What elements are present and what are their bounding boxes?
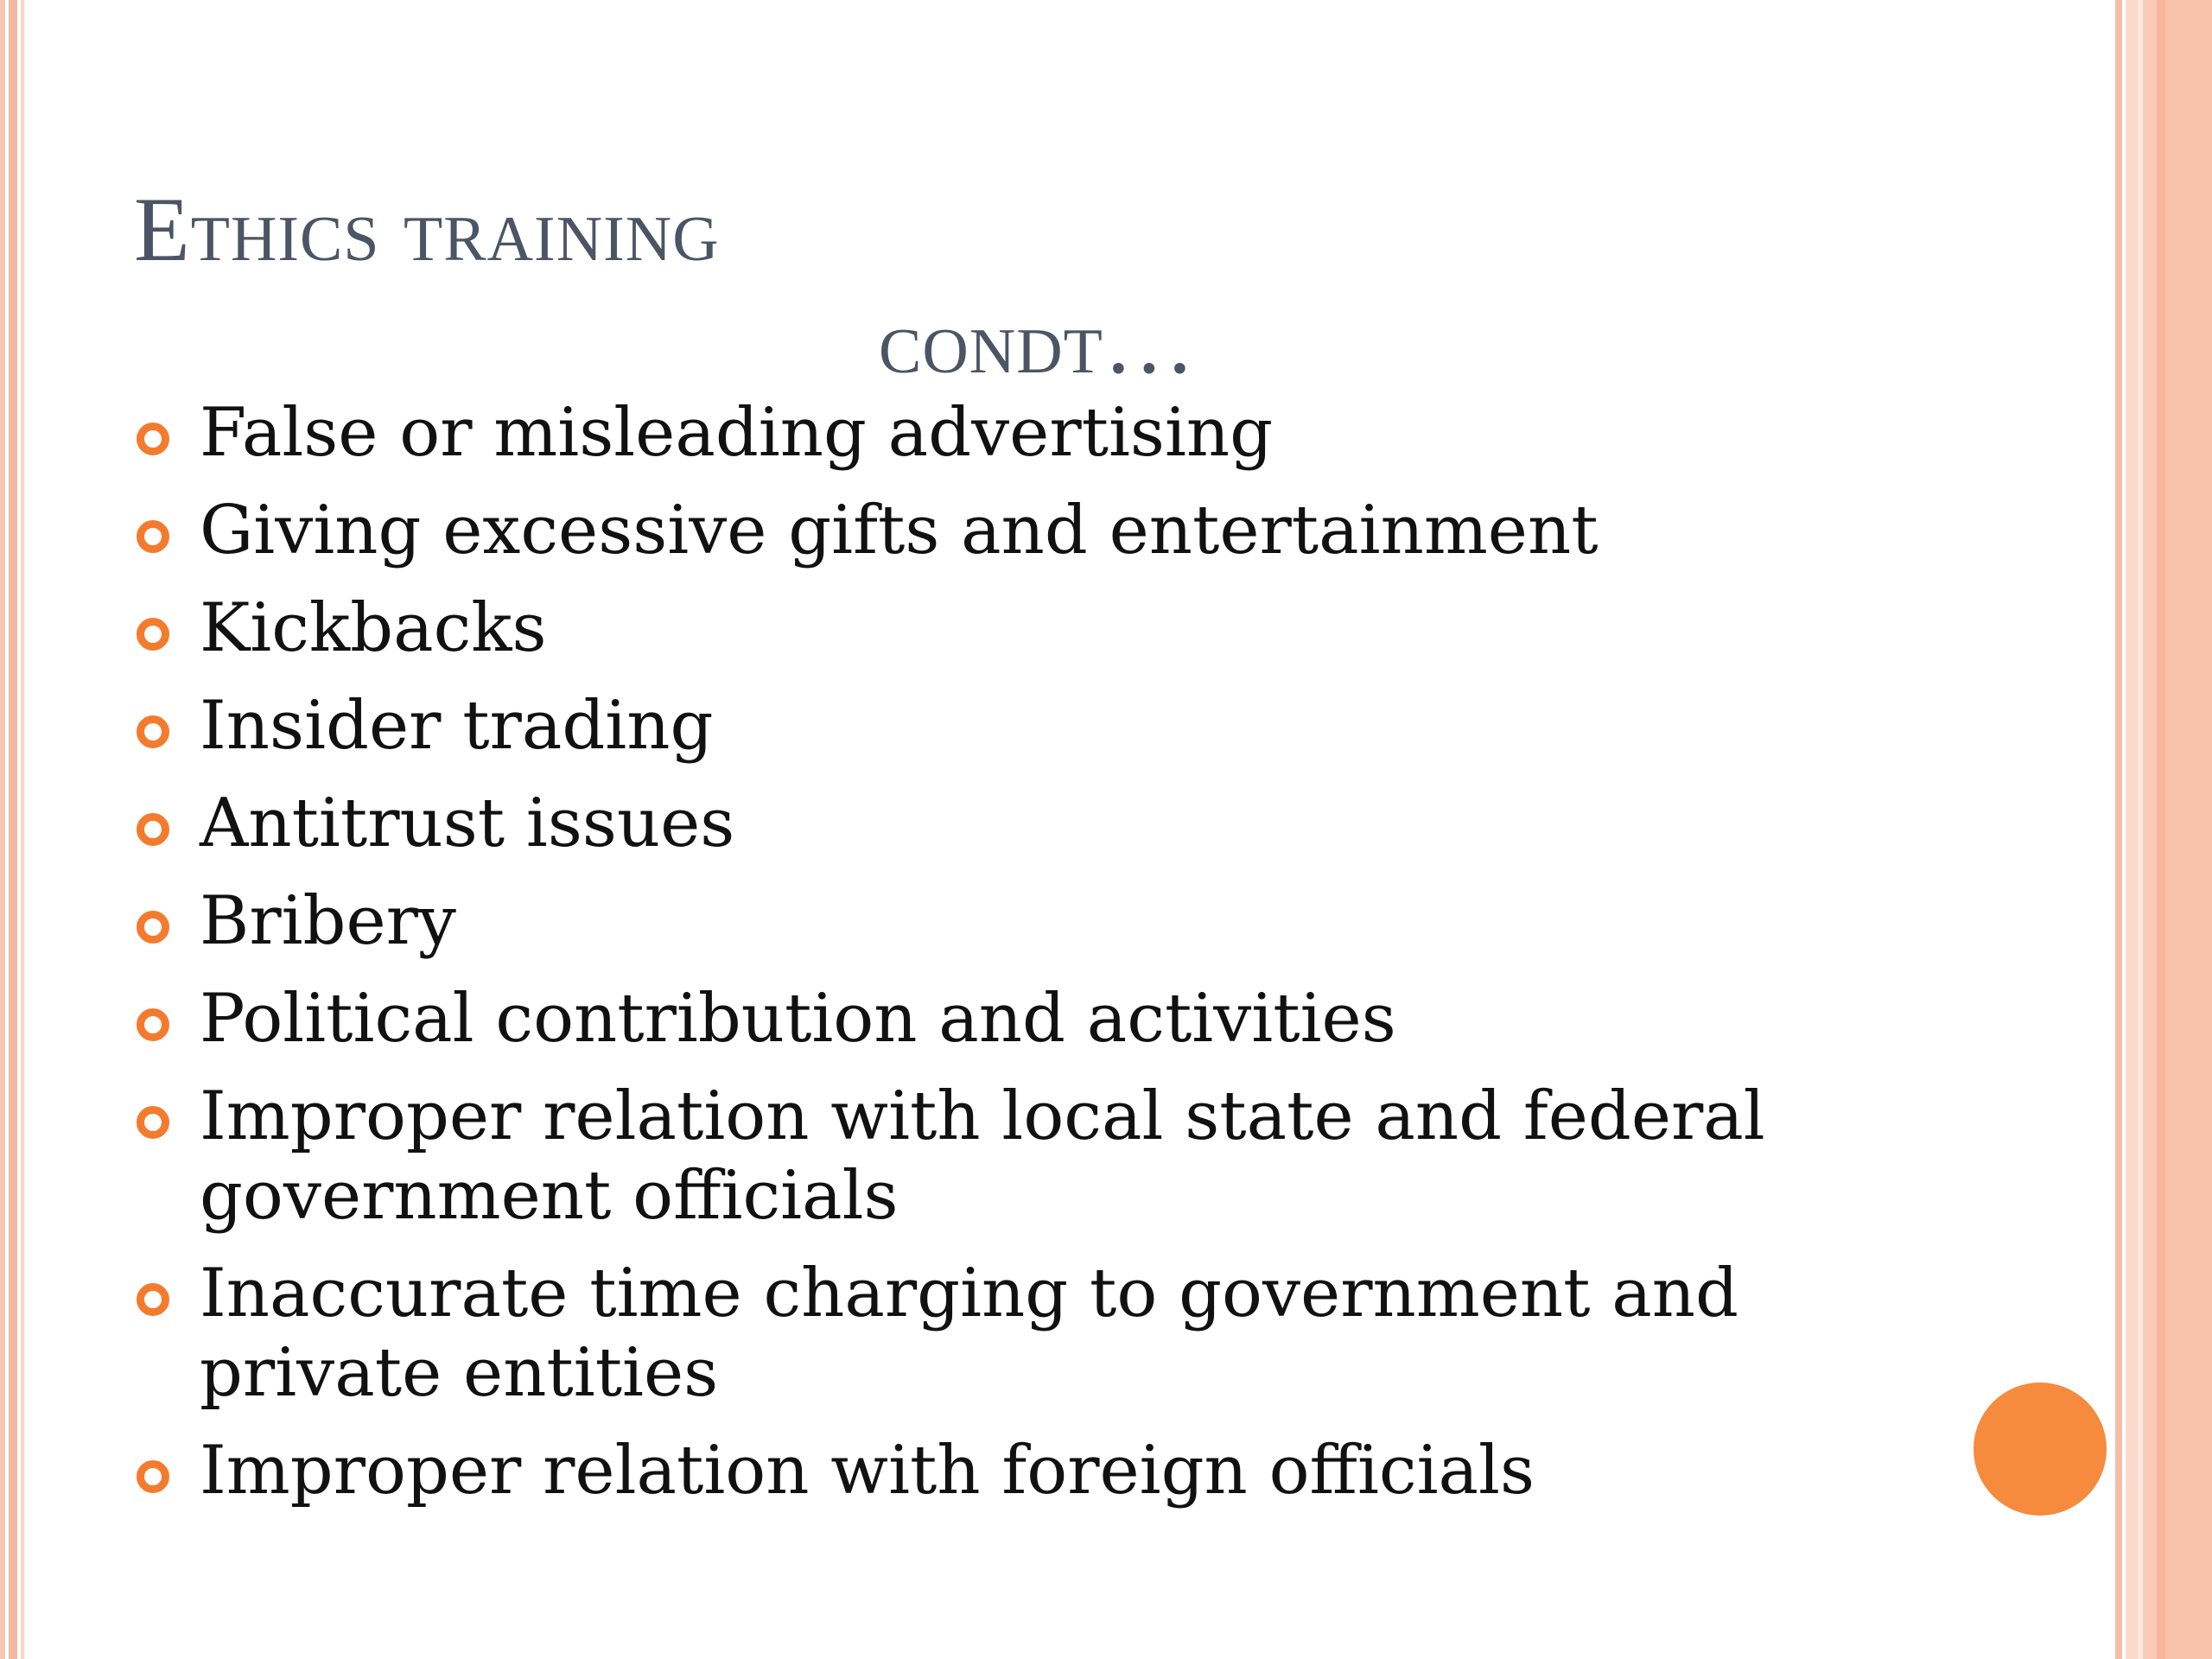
bullet-item — [134, 1431, 1992, 1510]
bullet-text: Bribery — [200, 882, 456, 960]
orange-circle-decoration — [1974, 1382, 2107, 1516]
right-border-stripe — [2165, 0, 2212, 1659]
right-border-stripe — [2115, 0, 2122, 1659]
bullet-item — [134, 686, 1992, 766]
slide-title — [134, 174, 1776, 398]
left-border-stripe — [9, 0, 17, 1659]
right-border-stripe — [2126, 0, 2138, 1659]
hollow-circle-bullet-icon — [137, 813, 169, 846]
hollow-circle-bullet-icon — [137, 715, 169, 748]
bullet-text: Improper relation with foreign officials — [200, 1432, 1535, 1510]
right-border-stripe — [2157, 0, 2165, 1659]
hollow-circle-bullet-icon — [137, 618, 169, 651]
bullet-item — [134, 784, 1992, 863]
right-border-stripe — [2143, 0, 2157, 1659]
hollow-circle-bullet-icon — [137, 520, 169, 553]
hollow-circle-bullet-icon — [137, 423, 169, 455]
slide-title-line-2: condt… — [879, 291, 1196, 393]
bullet-item — [134, 393, 1992, 473]
bullet-text: Insider trading — [200, 687, 714, 765]
slide-title-line-1: Ethics training — [134, 179, 720, 281]
bullet-text: Giving excessive gifts and entertainment — [200, 492, 1599, 569]
bullet-text: Improper relation with local state and federal government officials — [200, 1077, 1765, 1235]
hollow-circle-bullet-icon — [137, 1008, 169, 1041]
bullet-text: Political contribution and activities — [200, 980, 1396, 1058]
bullet-item — [134, 491, 1992, 570]
bullet-item — [134, 979, 1992, 1058]
hollow-circle-bullet-icon — [137, 1460, 169, 1493]
bullet-item — [134, 1077, 1992, 1236]
bullet-text: Antitrust issues — [200, 785, 735, 862]
bullet-list — [134, 393, 1992, 1529]
hollow-circle-bullet-icon — [137, 911, 169, 944]
bullet-text: Inaccurate time charging to government and private entities — [200, 1255, 1738, 1412]
hollow-circle-bullet-icon — [137, 1283, 169, 1316]
bullet-item — [134, 588, 1992, 668]
bullet-item — [134, 881, 1992, 961]
hollow-circle-bullet-icon — [137, 1106, 169, 1139]
left-border-stripe — [21, 0, 24, 1659]
bullet-text: False or misleading advertising — [200, 394, 1274, 472]
bullet-text: Kickbacks — [200, 589, 547, 667]
bullet-item — [134, 1254, 1992, 1413]
left-border-stripe — [0, 0, 5, 1659]
